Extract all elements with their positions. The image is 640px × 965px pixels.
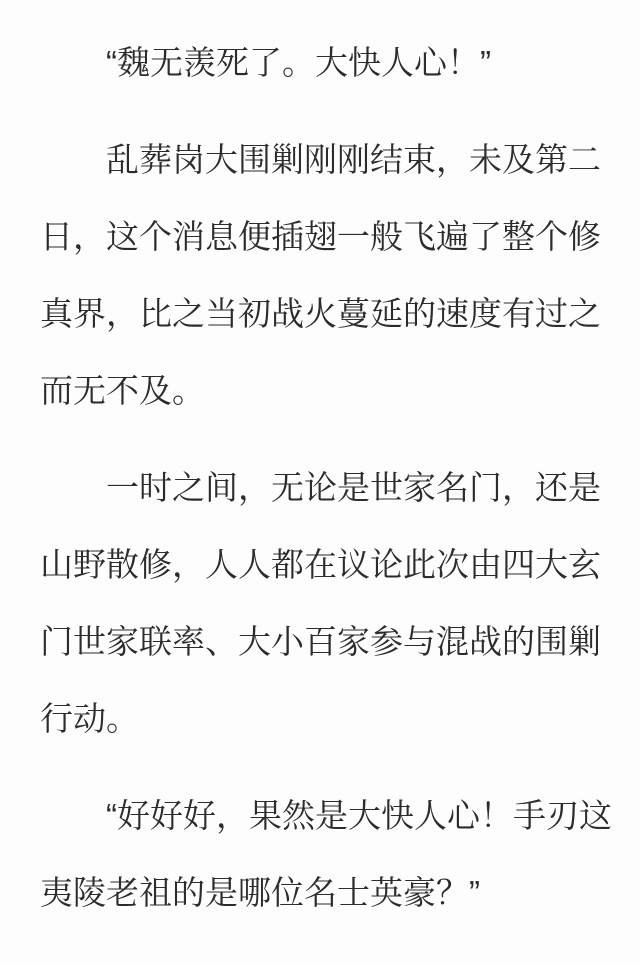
- text-line: 乱葬岗大围剿刚刚结束，未及第二: [106, 141, 601, 178]
- paragraph: [40, 121, 600, 429]
- paragraph: [40, 24, 600, 101]
- text-line: 山野散修，人人都在议论此次由四大玄: [40, 546, 601, 583]
- text-line: 门世家联率、大小百家参与混战的围剿: [40, 623, 601, 660]
- text-line: 真界，比之当初战火蔓延的速度有过之: [40, 295, 601, 332]
- text-line: 而无不及。: [40, 372, 205, 409]
- reader-content: [40, 24, 612, 931]
- text-line: “魏无羡死了。大快人心！”: [106, 44, 491, 81]
- text-line: 夷陵老祖的是哪位名士英豪？”: [40, 874, 480, 911]
- text-line: “好好好，果然是大快人心！手刃这: [106, 797, 612, 834]
- text-line: 日，这个消息便插翅一般飞遍了整个修: [40, 218, 601, 255]
- paragraph: [40, 777, 612, 931]
- text-line: 行动。: [40, 700, 139, 737]
- text-line: 一时之间，无论是世家名门，还是: [106, 469, 601, 506]
- paragraph: [40, 449, 600, 757]
